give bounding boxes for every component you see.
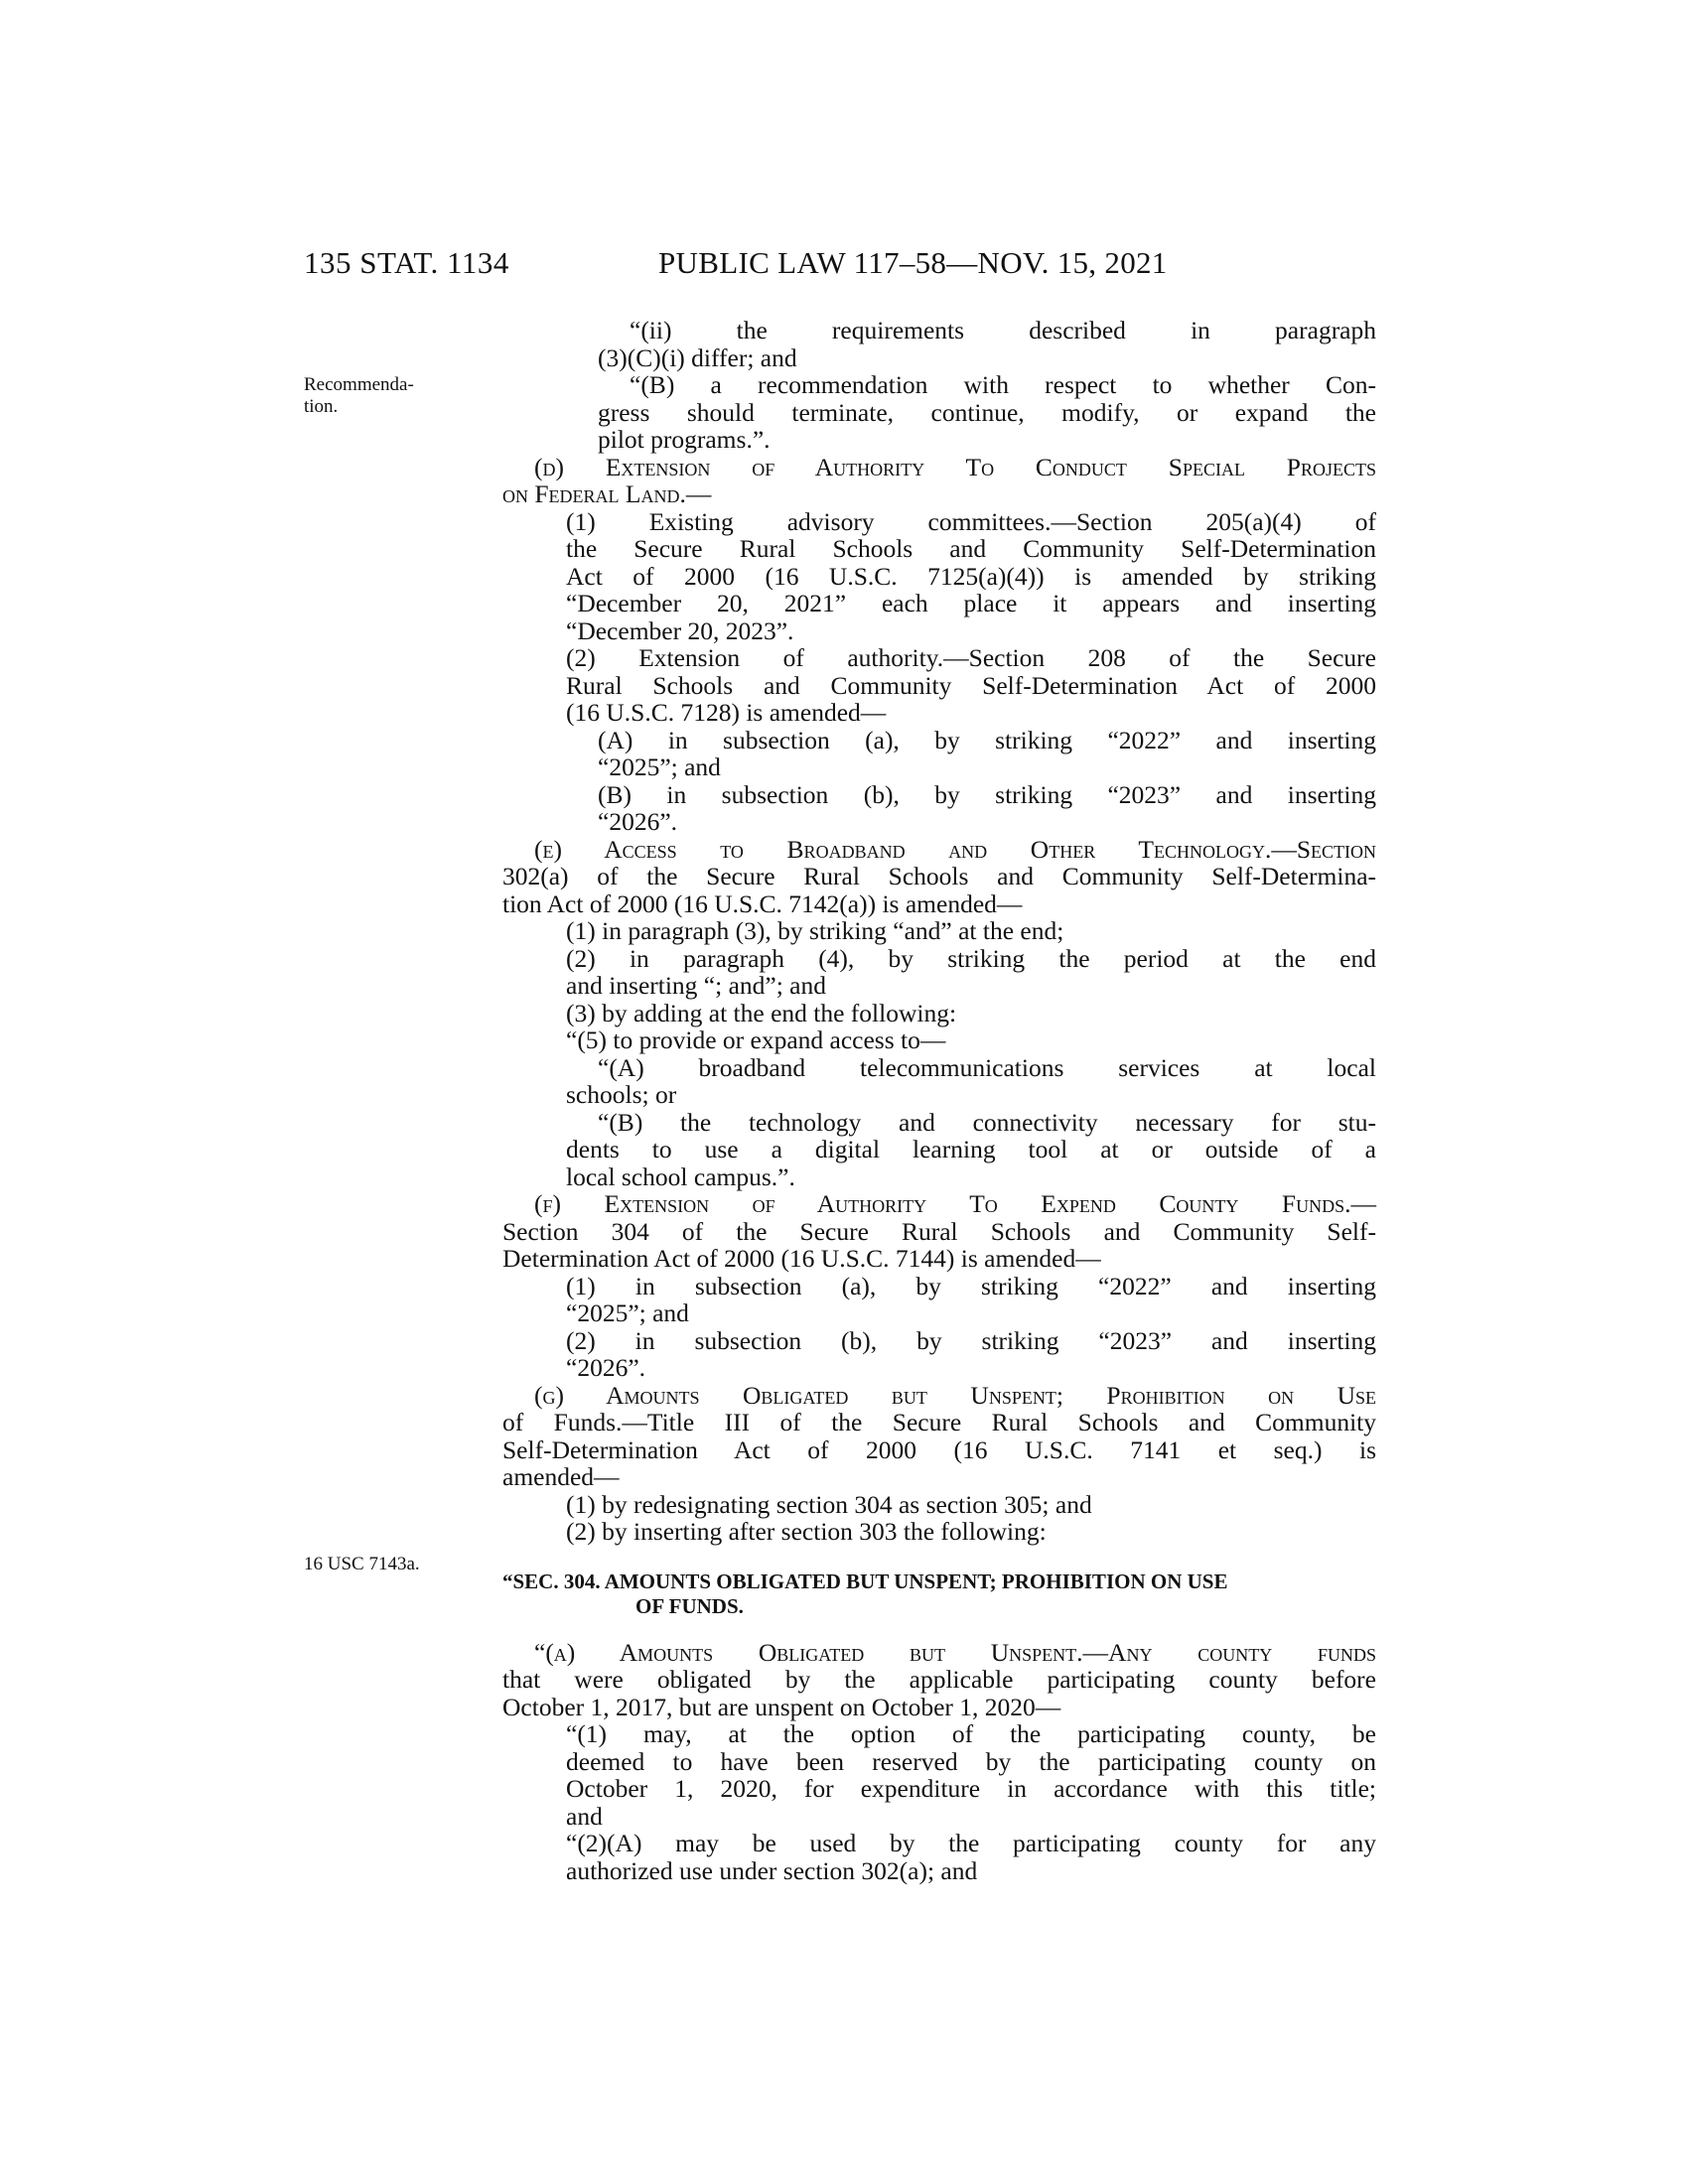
text-line: (1) in paragraph (3), by striking “and” at the end; xyxy=(566,916,1064,945)
public-law-title: PUBLIC LAW 117–58—NOV. 15, 2021 xyxy=(658,245,1168,280)
text-line: 302(a) of the Secure Rural Schools and Community Self-Determina- xyxy=(502,862,1376,890)
section-heading-line: “SEC. 304. AMOUNTS OBLIGATED BUT UNSPENT; PROHIBITION ON USE xyxy=(502,1569,1228,1593)
text-line: “December 20, 2021” each place it appears and inserting xyxy=(566,589,1376,617)
text-line: “(B) a recommendation with respect to whether Con- xyxy=(630,370,1376,399)
section-heading xyxy=(502,1570,1376,1619)
text-line: Determination Act of 2000 (16 U.S.C. 7144) is amended— xyxy=(502,1244,1101,1273)
text-line: (1) Existing advisory committees.—Section 205(a)(4) of xyxy=(566,506,1376,536)
text-line: Section 304 of the Secure Rural Schools and Community Self- xyxy=(502,1216,1376,1246)
text-line: October 1, 2017, but are unspent on October 1, 2020— xyxy=(502,1692,1061,1721)
text-line: and inserting “; and”; and xyxy=(566,971,826,1000)
text-line: tion Act of 2000 (16 U.S.C. 7142(a)) is amended— xyxy=(502,888,1023,918)
text-line: October 1, 2020, for expenditure in accordance with this title; xyxy=(566,1774,1376,1803)
text-line: the Secure Rural Schools and Community Self-Determination xyxy=(566,534,1376,563)
margin-note-usc-citation: 16 USC 7143a. xyxy=(304,1554,420,1574)
text-line: dents to use a digital learning tool at or outside of a xyxy=(566,1135,1376,1163)
text-line: and xyxy=(566,1801,603,1831)
text-line: (B) in subsection (b), by striking “2023” and inserting xyxy=(598,779,1376,809)
text-line: Self-Determination Act of 2000 (16 U.S.C. 7141 et seq.) is xyxy=(502,1434,1376,1464)
text-line: (3)(C)(i) differ; and xyxy=(598,342,797,372)
statute-page-reference: 135 STAT. 1134 xyxy=(304,245,509,280)
text-line: (2) by inserting after section 303 the following: xyxy=(566,1517,1047,1546)
text-line: that were obligated by the applicable participating county before xyxy=(502,1665,1376,1694)
subsection-heading-g: (g) Amounts Obligated but Unspent; Prohibition on Use xyxy=(534,1380,1376,1410)
text-line: gress should terminate, continue, modify, or expand the xyxy=(598,397,1376,427)
text-line: “2025”; and xyxy=(598,752,721,781)
text-line: on Federal Land.— xyxy=(502,479,712,508)
text-line: (3) by adding at the end the following: xyxy=(566,998,957,1027)
margin-note-line: Recommenda- xyxy=(304,374,414,395)
subsection-heading-f: (f) Extension of Authority To Expend County Funds.— xyxy=(534,1189,1376,1218)
text-line: Rural Schools and Community Self-Determination Act of 2000 xyxy=(566,670,1376,700)
text-line: “2026”. xyxy=(566,1353,646,1382)
text-line: (A) in subsection (a), by striking “2022” and inserting xyxy=(598,725,1376,754)
text-line: “(B) the technology and connectivity necessary for stu- xyxy=(598,1107,1376,1137)
text-line: “(2)(A) may be used by the participating county for any xyxy=(566,1829,1376,1857)
text-line: authorized use under section 302(a); and xyxy=(566,1855,978,1885)
text-line: (16 U.S.C. 7128) is amended— xyxy=(566,698,887,727)
text-line: “(ii) the requirements described in paragraph xyxy=(630,316,1376,344)
margin-note-recommendation xyxy=(304,374,414,418)
margin-note-line: tion. xyxy=(304,396,339,417)
subsection-heading-d: (d) Extension of Authority To Conduct Special Projects xyxy=(534,452,1376,481)
text-line: of Funds.—Title III of the Secure Rural Schools and Community xyxy=(502,1408,1376,1436)
text-line: schools; or xyxy=(566,1080,677,1109)
subsection-heading-e: (e) Access to Broadband and Other Technology.—Section xyxy=(534,834,1376,864)
text-line: “December 20, 2023”. xyxy=(566,615,794,645)
text-line: amended— xyxy=(502,1462,620,1491)
text-line: “(A) broadband telecommunications services at local xyxy=(598,1052,1376,1082)
text-line: (2) in paragraph (4), by striking the period at the end xyxy=(566,943,1376,973)
text-line: Act of 2000 (16 U.S.C. 7125(a)(4)) is amended by striking xyxy=(566,561,1376,591)
text-line: (1) by redesignating section 304 as section 305; and xyxy=(566,1489,1092,1519)
text-line: pilot programs.”. xyxy=(598,425,771,454)
text-line: “2026”. xyxy=(598,807,678,836)
section-heading-line: OF FUNDS. xyxy=(635,1593,744,1618)
text-line: local school campus.”. xyxy=(566,1161,795,1191)
text-line: deemed to have been reserved by the participating county on xyxy=(566,1746,1376,1776)
text-line: “(a) Amounts Obligated but Unspent.—Any county funds xyxy=(534,1637,1376,1667)
text-line: (2) Extension of authority.—Section 208 of the Secure xyxy=(566,643,1376,672)
text-line: “2025”; and xyxy=(566,1298,689,1327)
text-line: “(1) may, at the option of the participating county, be xyxy=(566,1719,1376,1748)
statute-body xyxy=(502,317,1376,1884)
text-line: (1) in subsection (a), by striking “2022” and inserting xyxy=(566,1271,1376,1300)
text-line: (2) in subsection (b), by striking “2023” and inserting xyxy=(566,1325,1376,1355)
text-line: “(5) to provide or expand access to— xyxy=(566,1025,946,1054)
